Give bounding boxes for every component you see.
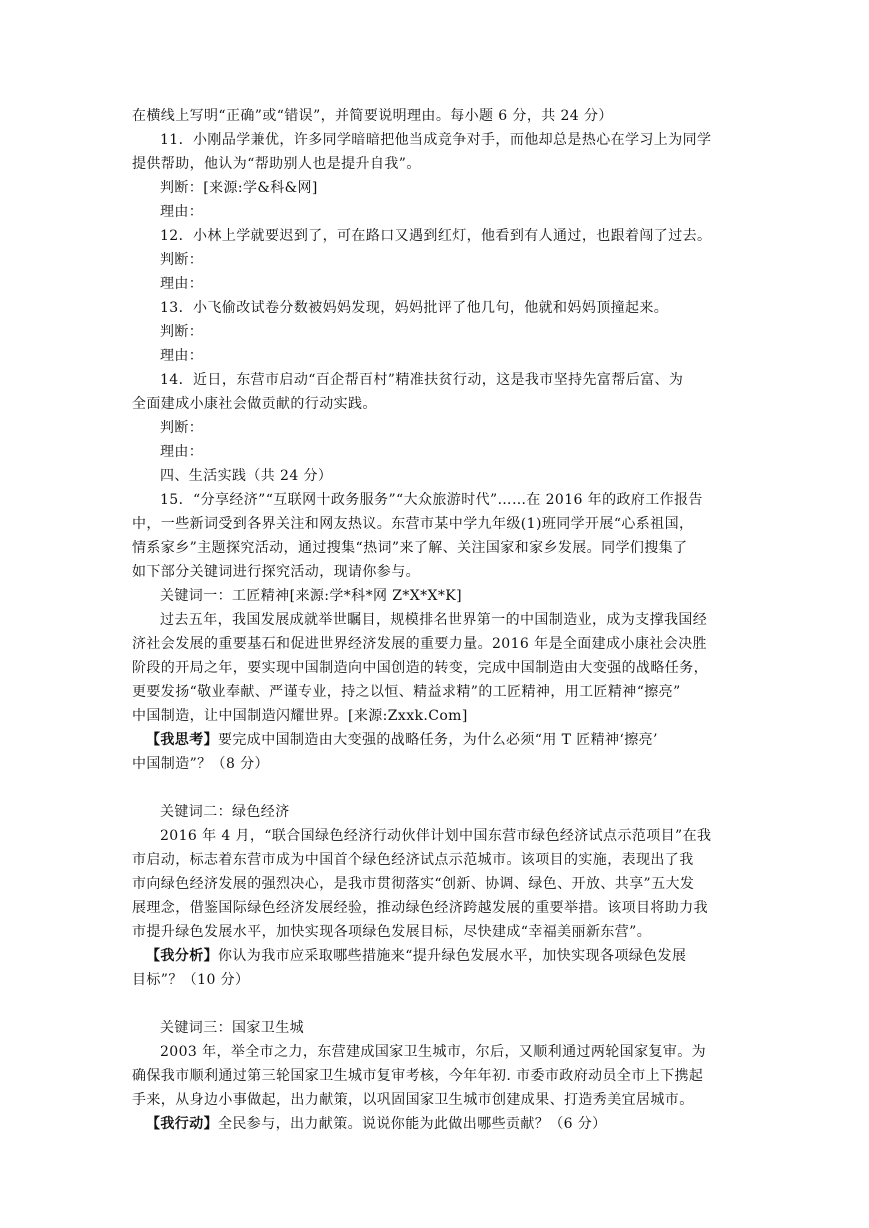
- kw3-title: 关键词三：国家卫生城: [160, 1020, 304, 1036]
- kw2-task-line2: 目标”？（10 分）: [132, 972, 250, 988]
- q11-reason: 理由：: [160, 204, 204, 220]
- kw1-p4: 更要发扬“敬业奉献、严谨专业，持之以恒、精益求精”的工匠精神，用工匠精神“擦亮”: [132, 684, 681, 700]
- kw1-p2: 济社会发展的重要基石和促进世界经济发展的重要力量。2016 年是全面建成小康社会决胜: [132, 636, 707, 652]
- kw3-task-label: 【我行动】: [146, 1116, 218, 1132]
- q12-judge: 判断：: [160, 252, 204, 268]
- q14-judge: 判断：: [160, 420, 204, 436]
- kw1-task-text: 要完成中国制造由大变强的战略任务，为什么必须“用 T 匠精神‘擦亮’: [218, 732, 658, 748]
- kw2-p2: 市启动，标志着东营市成为中国首个绿色经济试点示范城市。该项目的实施，表现出了我: [132, 852, 694, 868]
- q14-line2: 全面建成小康社会做贡献的行动实践。: [132, 396, 377, 412]
- kw2-title: 关键词二：绿色经济: [160, 804, 290, 820]
- q12-line1: 12．小林上学就要迟到了，可在路口又遇到红灯，他看到有人通过，也跟着闯了过去。: [160, 228, 712, 244]
- q13-judge: 判断：: [160, 324, 204, 340]
- kw2-p1: 2016 年 4 月，“联合国绿色经济行动伙伴计划中国东营市绿色经济试点示范项目”在我: [160, 828, 712, 844]
- q15-line1: 15．“分享经济”“互联网十政务服务”“大众旅游时代”……在 2016 年的政府工作报告: [160, 492, 703, 508]
- kw1-task: [146, 730, 728, 750]
- kw3-p3: 手来，从身边小事做起，出力献策，以巩固国家卫生城市创建成果、打造秀美宜居城市。: [132, 1092, 694, 1108]
- kw2-p4: 展理念，借鉴国际绿色经济发展经验，推动绿色经济跨越发展的重要举措。该项目将助力我: [132, 900, 708, 916]
- kw1-title: 关键词一：工匠精神[来源:学*科*网 Z*X*X*K]: [160, 588, 463, 604]
- kw2-task-text: 你认为我市应采取哪些措施来“提升绿色发展水平，加快实现各项绿色发展: [218, 948, 687, 964]
- q14-reason: 理由：: [160, 444, 204, 460]
- kw1-p3: 阶段的开局之年，要实现中国制造向中国创造的转变，完成中国制造由大变强的战略任务，: [132, 660, 708, 676]
- q11-judge: 判断：[来源:学&科&网]: [160, 180, 318, 196]
- q11-line1: 11．小刚品学兼优，许多同学暗暗把他当成竞争对手，而他却总是热心在学习上为同学: [160, 132, 712, 148]
- kw2-p5: 市提升绿色发展水平，加快实现各项绿色发展目标，尽快建成“幸福美丽新东营”。: [132, 924, 652, 940]
- kw3-p2: 确保我市顺利通过第三轮国家卫生城市复审考核，今年年初. 市委市政府动员全市上下携起: [132, 1068, 704, 1084]
- instructions-line: 在横线上写明“正确”或“错误”，并简要说明理由。每小题 6 分，共 24 分）: [132, 108, 613, 124]
- kw2-p3: 市向绿色经济发展的强烈决心，是我市贯彻落实“创新、协调、绿色、开放、共享”五大发: [132, 876, 695, 892]
- q15-line4: 如下部分关键词进行探究活动，现请你参与。: [132, 564, 420, 580]
- kw1-task-label: 【我思考】: [146, 732, 218, 748]
- q15-line3: 情系家乡”主题探究活动，通过搜集“热词”来了解、关注国家和家乡发展。同学们搜集了: [132, 540, 688, 556]
- kw3-p1: 2003 年，举全市之力，东营建成国家卫生城市，尔后，又顺利通过两轮国家复审。为: [160, 1044, 707, 1060]
- kw3-task: [146, 1114, 728, 1134]
- kw2-task-label: 【我分析】: [146, 948, 218, 964]
- q12-reason: 理由：: [160, 276, 204, 292]
- kw1-p5: 中国制造，让中国制造闪耀世界。[来源:Zxxk.Com]: [132, 708, 468, 724]
- kw3-task-text: 全民参与，出力献策。说说你能为此做出哪些贡献？（6 分）: [218, 1116, 607, 1132]
- section-heading: 四、生活实践（共 24 分）: [160, 468, 333, 484]
- q13-line1: 13．小飞偷改试卷分数被妈妈发现，妈妈批评了他几句，他就和妈妈顶撞起来。: [160, 300, 669, 316]
- q14-line1: 14．近日，东营市启动“百企帮百村”精准扶贫行动，这是我市坚持先富帮后富、为: [160, 372, 684, 388]
- q11-line2: 提供帮助，他认为“帮助别人也是提升自我”。: [132, 156, 421, 172]
- kw1-task-line2: 中国制造”？（8 分）: [132, 756, 269, 772]
- kw2-task: [146, 946, 728, 966]
- q15-line2: 中，一些新词受到各界关注和网友热议。东营市某中学九年级(1)班同学开展“心系祖国，: [132, 516, 694, 532]
- kw1-p1: 过去五年，我国发展成就举世瞩目，规模排名世界第一的中国制造业，成为支撑我国经: [160, 612, 708, 628]
- q13-reason: 理由：: [160, 348, 204, 364]
